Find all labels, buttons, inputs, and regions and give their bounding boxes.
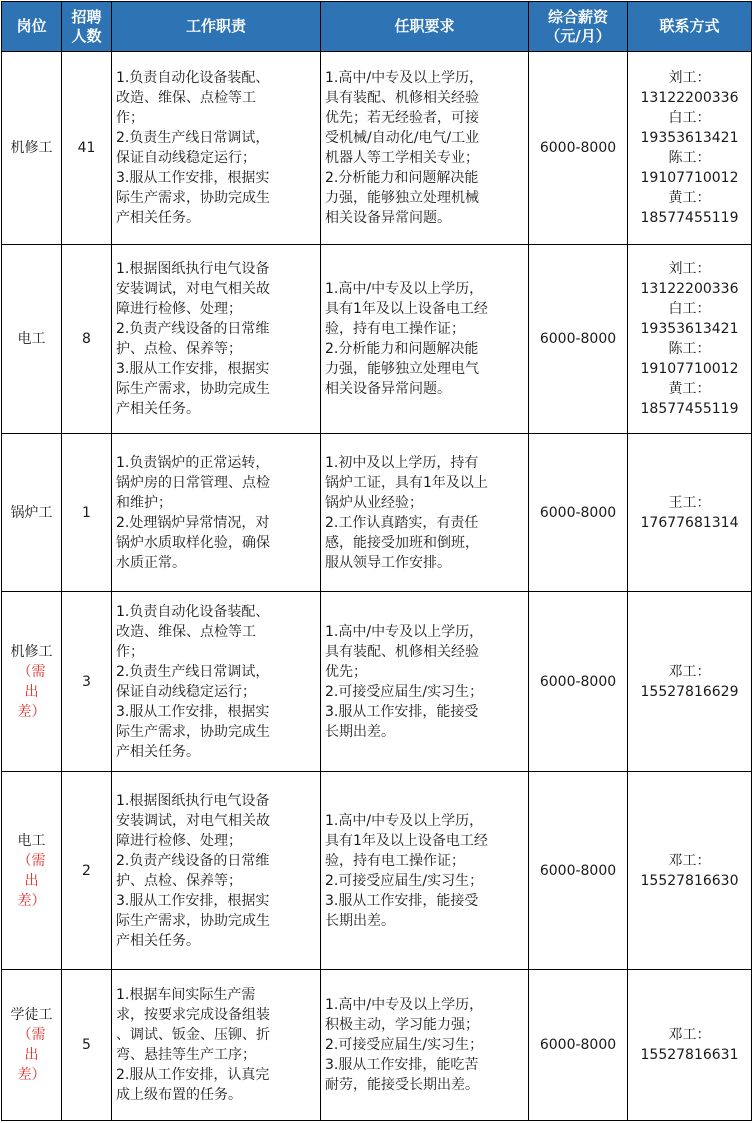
duty-line: 护、点检、保养等； bbox=[116, 341, 242, 357]
contact-line: 15527816631 bbox=[640, 1047, 739, 1063]
contact-line: 邓工： bbox=[668, 852, 711, 869]
position-cell bbox=[2, 52, 62, 245]
requirements-cell bbox=[321, 592, 529, 772]
duty-line: 求，按要求完成设备组装 bbox=[116, 1007, 270, 1023]
requirement-line: 锅炉从业经验； bbox=[325, 494, 423, 511]
duty-line: 2.负责产线设备的日常维 bbox=[116, 321, 270, 337]
requirement-line: 优先；若无经验者，可接 bbox=[325, 110, 479, 126]
requirements-cell bbox=[321, 434, 529, 592]
duty-line: 3.服从工作安排，根据实 bbox=[116, 892, 270, 909]
duty-line: 1.负责自动化设备装配、 bbox=[116, 70, 270, 86]
salary-cell: 6000-8000 bbox=[529, 970, 628, 1121]
requirement-line: 具有1年及以上设备电工经 bbox=[325, 832, 488, 849]
requirement-line: 验，持有电工操作证； bbox=[325, 321, 465, 337]
contact-line: 13122200336 bbox=[640, 90, 739, 106]
header-row bbox=[2, 2, 752, 52]
contact-line: 陈工： bbox=[668, 341, 711, 357]
duty-line: 锅炉水质取样化验，确保 bbox=[116, 534, 270, 551]
travel-note: （需出差） bbox=[17, 852, 46, 909]
requirement-line: 相关设备异常问题。 bbox=[325, 381, 451, 397]
table-row bbox=[2, 434, 752, 592]
requirement-line: 1.初中及以上学历，持有 bbox=[325, 454, 479, 471]
salary-cell: 6000-8000 bbox=[529, 592, 628, 772]
contact-line: 18577455119 bbox=[640, 210, 739, 226]
contact-cell bbox=[628, 592, 752, 772]
duty-line: 3.服从工作安排，根据实 bbox=[116, 361, 270, 377]
duty-line: 际生产需求，协助完成生 bbox=[116, 381, 270, 397]
duty-line: 2.服从工作安排，认真完 bbox=[116, 1067, 270, 1083]
requirement-line: 耐劳，能接受长期出差。 bbox=[325, 1077, 479, 1093]
duty-line: 护、点检、保养等； bbox=[116, 872, 242, 889]
contact-line: 白工： bbox=[668, 110, 711, 126]
requirement-line: 长期出差。 bbox=[325, 912, 395, 929]
contact-line: 19353613421 bbox=[640, 321, 739, 337]
header-position: 岗位 bbox=[2, 2, 62, 52]
duty-line: 际生产需求，协助完成生 bbox=[116, 723, 270, 740]
duties-cell bbox=[112, 592, 321, 772]
contact-line: 王工： bbox=[668, 494, 711, 511]
header-requirements: 任职要求 bbox=[321, 2, 529, 52]
requirement-line: 2.工作认真踏实，有责任 bbox=[325, 514, 479, 531]
requirement-line: 2.可接受应届生/实习生； bbox=[325, 872, 484, 889]
duty-line: 2.处理锅炉异常情况，对 bbox=[116, 514, 270, 531]
requirement-line: 优先； bbox=[325, 663, 367, 680]
position-title: 电工 bbox=[17, 331, 46, 347]
requirement-line: 3.服从工作安排，能接受 bbox=[325, 892, 479, 909]
headcount-cell: 2 bbox=[62, 772, 112, 970]
headcount-cell: 8 bbox=[62, 245, 112, 434]
duty-line: 保证自动线稳定运行； bbox=[116, 150, 256, 166]
contact-line: 邓工： bbox=[668, 1027, 711, 1043]
contact-line: 19353613421 bbox=[640, 130, 739, 146]
contact-line: 19107710012 bbox=[640, 170, 739, 186]
duty-line: 产相关任务。 bbox=[116, 743, 200, 760]
duty-line: 作； bbox=[116, 643, 144, 660]
table-row bbox=[2, 592, 752, 772]
duty-line: 际生产需求，协助完成生 bbox=[116, 190, 270, 206]
duty-line: 障进行检修、处理； bbox=[116, 301, 242, 317]
contact-line: 15527816629 bbox=[640, 683, 739, 700]
travel-note: （需出差） bbox=[17, 663, 46, 720]
duty-line: 1.根据图纸执行电气设备 bbox=[116, 261, 270, 277]
requirement-line: 机器人等工学相关专业； bbox=[325, 150, 479, 166]
duty-line: 1.负责锅炉的正常运转， bbox=[116, 454, 270, 471]
duty-line: 2.负责产线设备的日常维 bbox=[116, 852, 270, 869]
table-body bbox=[2, 52, 752, 1121]
duty-line: 3.服从工作安排，根据实 bbox=[116, 703, 270, 720]
duty-line: 锅炉房的日常管理、点检 bbox=[116, 474, 270, 491]
requirement-line: 长期出差。 bbox=[325, 723, 395, 740]
requirement-line: 1.高中/中专及以上学历， bbox=[325, 623, 484, 640]
position-cell bbox=[2, 970, 62, 1121]
requirement-line: 1.高中/中专及以上学历， bbox=[325, 70, 484, 86]
requirement-line: 验，持有电工操作证； bbox=[325, 852, 465, 869]
duty-line: 1.根据图纸执行电气设备 bbox=[116, 792, 270, 809]
requirements-cell bbox=[321, 245, 529, 434]
table-row bbox=[2, 52, 752, 245]
salary-cell: 6000-8000 bbox=[529, 245, 628, 434]
requirement-line: 力强，能够独立处理机械 bbox=[325, 190, 479, 206]
duties-cell bbox=[112, 245, 321, 434]
duty-line: 保证自动线稳定运行； bbox=[116, 683, 256, 700]
requirement-line: 2.可接受应届生/实习生； bbox=[325, 683, 484, 700]
contact-line: 黄工： bbox=[668, 190, 711, 206]
position-title: 机修工 bbox=[10, 140, 53, 156]
contact-line: 刘工： bbox=[668, 70, 711, 86]
contact-line: 18577455119 bbox=[640, 401, 739, 417]
requirement-line: 1.高中/中专及以上学历， bbox=[325, 997, 484, 1013]
position-title: 学徒工 bbox=[10, 1007, 53, 1023]
requirement-line: 3.服从工作安排，能吃苦 bbox=[325, 1057, 479, 1073]
requirement-line: 具有装配、机修相关经验 bbox=[325, 90, 479, 106]
contact-line: 陈工： bbox=[668, 150, 711, 166]
contact-cell bbox=[628, 970, 752, 1121]
headcount-cell: 1 bbox=[62, 434, 112, 592]
duty-line: 产相关任务。 bbox=[116, 401, 200, 417]
contact-line: 19107710012 bbox=[640, 361, 739, 377]
header-count-line1: 招聘 bbox=[71, 7, 102, 26]
requirement-line: 相关设备异常问题。 bbox=[325, 210, 451, 226]
requirement-line: 2.可接受应届生/实习生； bbox=[325, 1037, 484, 1053]
duty-line: 产相关任务。 bbox=[116, 932, 200, 949]
contact-cell bbox=[628, 245, 752, 434]
requirement-line: 具有装配、机修相关经验 bbox=[325, 643, 479, 660]
requirement-line: 1.高中/中专及以上学历， bbox=[325, 812, 484, 829]
requirements-cell bbox=[321, 970, 529, 1121]
contact-line: 黄工： bbox=[668, 381, 711, 397]
salary-cell: 6000-8000 bbox=[529, 772, 628, 970]
requirements-cell bbox=[321, 52, 529, 245]
duty-line: 3.服从工作安排，根据实 bbox=[116, 170, 270, 186]
duty-line: 成上级布置的任务。 bbox=[116, 1087, 242, 1103]
travel-note: （需出差） bbox=[17, 1027, 46, 1083]
duties-cell bbox=[112, 772, 321, 970]
duties-cell bbox=[112, 52, 321, 245]
duty-line: 弯、悬挂等生产工序； bbox=[116, 1047, 256, 1063]
position-cell bbox=[2, 772, 62, 970]
duty-line: 安装调试，对电气相关故 bbox=[116, 281, 270, 297]
duty-line: 际生产需求，协助完成生 bbox=[116, 912, 270, 929]
table-row bbox=[2, 245, 752, 434]
requirement-line: 感，能接受加班和倒班， bbox=[325, 534, 479, 551]
contact-line: 13122200336 bbox=[640, 281, 739, 297]
duty-line: 改造、维保、点检等工 bbox=[116, 623, 256, 640]
contact-cell bbox=[628, 52, 752, 245]
header-salary-line2: （元/月） bbox=[545, 26, 611, 45]
duty-line: 产相关任务。 bbox=[116, 210, 200, 226]
requirement-line: 锅炉工证，具有1年及以上 bbox=[325, 474, 488, 491]
requirement-line: 服从领导工作安排。 bbox=[325, 554, 451, 571]
duties-cell bbox=[112, 434, 321, 592]
contact-line: 邓工： bbox=[668, 663, 711, 680]
duty-line: 水质正常。 bbox=[116, 554, 186, 571]
contact-cell bbox=[628, 434, 752, 592]
duty-line: 1.负责自动化设备装配、 bbox=[116, 603, 270, 620]
requirement-line: 积极主动，学习能力强； bbox=[325, 1017, 479, 1033]
contact-line: 17677681314 bbox=[640, 514, 739, 531]
requirements-cell bbox=[321, 772, 529, 970]
contact-line: 刘工： bbox=[668, 261, 711, 277]
duties-cell bbox=[112, 970, 321, 1121]
header-duties: 工作职责 bbox=[112, 2, 321, 52]
headcount-cell: 5 bbox=[62, 970, 112, 1121]
requirement-line: 3.服从工作安排，能接受 bbox=[325, 703, 479, 720]
header-count-line2: 人数 bbox=[71, 26, 102, 45]
header-salary-line1: 综合薪资 bbox=[547, 7, 608, 26]
duty-line: 2.负责生产线日常调试， bbox=[116, 130, 270, 146]
position-cell bbox=[2, 245, 62, 434]
duty-line: 作； bbox=[116, 110, 144, 126]
duty-line: 2.负责生产线日常调试， bbox=[116, 663, 270, 680]
position-title: 机修工 bbox=[10, 643, 53, 660]
contact-line: 白工： bbox=[668, 301, 711, 317]
duty-line: 1.根据车间实际生产需 bbox=[116, 987, 256, 1003]
contact-line: 15527816630 bbox=[640, 872, 739, 889]
duty-line: 、调试、钣金、压铆、折 bbox=[116, 1027, 270, 1043]
requirement-line: 受机械/自动化/电气/工业 bbox=[325, 130, 480, 146]
recruitment-table bbox=[1, 1, 752, 1121]
header-salary bbox=[529, 2, 628, 52]
duty-line: 和维护； bbox=[116, 494, 172, 511]
contact-cell bbox=[628, 772, 752, 970]
table-row bbox=[2, 772, 752, 970]
salary-cell: 6000-8000 bbox=[529, 52, 628, 245]
position-cell bbox=[2, 592, 62, 772]
position-title: 锅炉工 bbox=[10, 504, 53, 521]
duty-line: 改造、维保、点检等工 bbox=[116, 90, 256, 106]
requirement-line: 具有1年及以上设备电工经 bbox=[325, 301, 488, 317]
headcount-cell: 41 bbox=[62, 52, 112, 245]
salary-cell: 6000-8000 bbox=[529, 434, 628, 592]
table-row bbox=[2, 970, 752, 1121]
headcount-cell: 3 bbox=[62, 592, 112, 772]
header-contact: 联系方式 bbox=[628, 2, 752, 52]
requirement-line: 力强，能够独立处理电气 bbox=[325, 361, 479, 377]
duty-line: 安装调试，对电气相关故 bbox=[116, 812, 270, 829]
requirement-line: 2.分析能力和问题解决能 bbox=[325, 341, 479, 357]
requirement-line: 1.高中/中专及以上学历， bbox=[325, 281, 484, 297]
header-count bbox=[62, 2, 112, 52]
position-title: 电工 bbox=[17, 832, 46, 849]
position-cell bbox=[2, 434, 62, 592]
requirement-line: 2.分析能力和问题解决能 bbox=[325, 170, 479, 186]
duty-line: 障进行检修、处理； bbox=[116, 832, 242, 849]
